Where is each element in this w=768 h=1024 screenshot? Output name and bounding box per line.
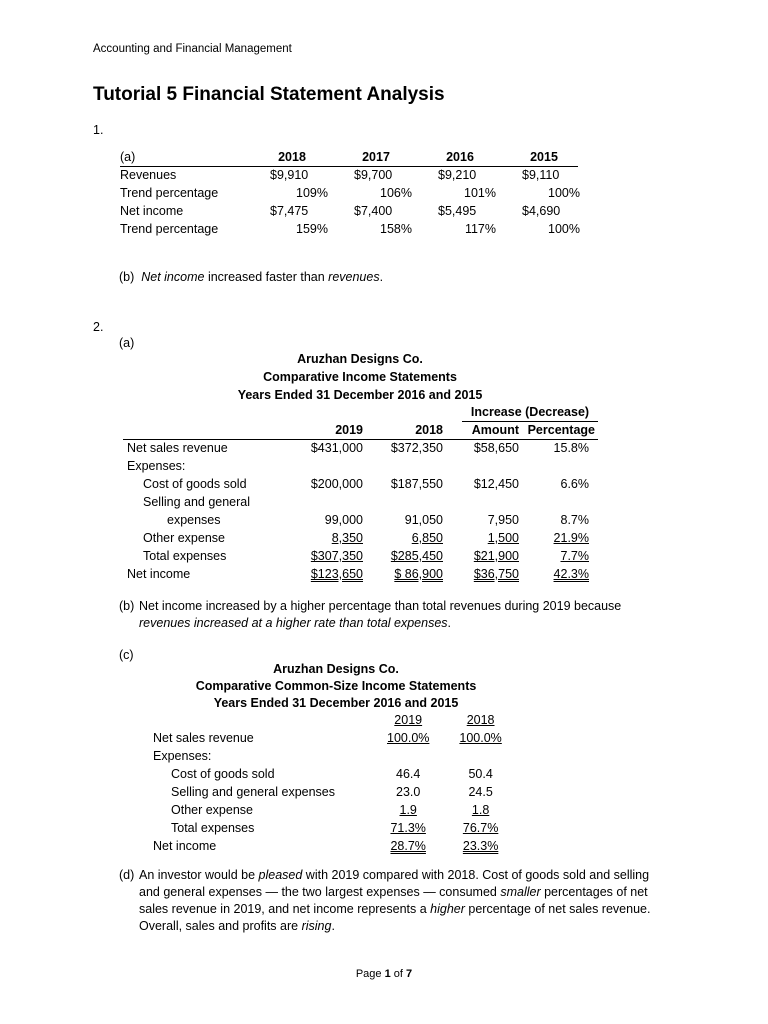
- row-label: Expenses:: [127, 459, 186, 473]
- page-title: Tutorial 5 Financial Statement Analysis: [93, 84, 445, 105]
- table-row: [123, 565, 595, 583]
- table-cell: 117%: [464, 222, 496, 236]
- q1-part-b-text: .: [379, 270, 384, 284]
- col-header: 2019: [394, 713, 423, 727]
- page-number: 1: [384, 968, 391, 980]
- page-total: 7: [406, 968, 413, 980]
- row-label: Other expense: [171, 803, 253, 817]
- row-label: Other expense: [143, 531, 225, 545]
- table-cell: 7,950: [487, 513, 519, 527]
- table-cell: 21.9%: [553, 531, 589, 545]
- table-cell: 100.0%: [459, 731, 502, 745]
- table-cell: 101%: [464, 186, 496, 200]
- table-cell: $307,350: [310, 549, 363, 563]
- table-cell: 23.3%: [462, 839, 499, 853]
- q2d-text-run: rising: [301, 919, 332, 933]
- q1-header-row: [120, 148, 586, 166]
- col-header: Percentage: [527, 423, 595, 437]
- table-cell: $372,350: [390, 441, 443, 455]
- q2d-text-run: and general expenses — the two largest expenses — consumed: [139, 885, 501, 899]
- table-cell: 100%: [548, 186, 580, 200]
- table-cell: 6.6%: [560, 477, 589, 491]
- q1-year-header: 2018: [278, 150, 306, 164]
- table-cell: $7,475: [270, 204, 309, 218]
- table-row: [120, 166, 586, 184]
- row-label: Net income: [120, 204, 184, 218]
- table-cell: 91,050: [404, 513, 443, 527]
- table-cell: 158%: [380, 222, 412, 236]
- col-header: Amount: [471, 423, 519, 437]
- table-cell: 23.0: [396, 785, 421, 799]
- q2a-company: Aruzhan Designs Co.: [297, 352, 423, 366]
- page-footer: [0, 968, 768, 980]
- q2d-text-run: higher: [430, 902, 465, 916]
- q2d-text: [139, 867, 679, 935]
- q1-part-b-text: Net income: [141, 270, 205, 284]
- q2b-line: .: [447, 616, 452, 630]
- q2c-label: (c): [119, 648, 134, 662]
- q1-year-header: 2015: [530, 150, 558, 164]
- table-row: [123, 493, 595, 511]
- q1-year-header: 2017: [362, 150, 390, 164]
- q2d-text-run: percentage of net sales revenue.: [464, 902, 651, 916]
- q2b-text: [139, 598, 659, 632]
- q2a-header-row: [123, 421, 595, 439]
- table-cell: 99,000: [324, 513, 363, 527]
- table-cell: $ 86,900: [394, 567, 443, 581]
- q2d-text-run: .: [331, 919, 335, 933]
- table-row: [123, 511, 595, 529]
- q1-part-b-label: (b): [119, 270, 135, 284]
- row-label: Total expenses: [171, 821, 255, 835]
- row-label: Total expenses: [143, 549, 227, 563]
- q2d-text-run: Overall, sales and profits are: [139, 919, 302, 933]
- table-cell: 100.0%: [387, 731, 430, 745]
- table-row: [153, 747, 502, 765]
- q2c-period: Years Ended 31 December 2016 and 2015: [213, 696, 459, 710]
- table-cell: 1.9: [399, 803, 417, 817]
- table-row: [123, 475, 595, 493]
- table-cell: $187,550: [390, 477, 443, 491]
- row-label: Trend percentage: [120, 222, 219, 236]
- table-cell: $431,000: [310, 441, 363, 455]
- table-cell: 8.7%: [560, 513, 589, 527]
- table-row: [153, 837, 502, 855]
- q1-part-b: [119, 270, 383, 284]
- table-row: [120, 220, 586, 238]
- table-cell: $7,400: [354, 204, 393, 218]
- table-cell: 76.7%: [462, 821, 499, 835]
- row-label: Net sales revenue: [127, 441, 228, 455]
- table-cell: $123,650: [310, 567, 363, 581]
- table-cell: $36,750: [473, 567, 519, 581]
- table-cell: 24.5: [468, 785, 493, 799]
- q1-number: 1.: [93, 123, 104, 137]
- table-row: [153, 729, 502, 747]
- footer-text: Page: [355, 968, 385, 980]
- table-cell: $9,210: [438, 168, 477, 182]
- col-header: 2018: [466, 713, 495, 727]
- q2c-statement: Comparative Common-Size Income Statements: [195, 679, 477, 693]
- running-header: Accounting and Financial Management: [93, 43, 292, 55]
- table-row: [123, 457, 595, 475]
- table-cell: $9,110: [522, 168, 560, 182]
- q2d-text-run: percentages of net: [540, 885, 648, 899]
- q2d-text-run: smaller: [500, 885, 541, 899]
- table-cell: 159%: [296, 222, 328, 236]
- col-header: 2019: [335, 423, 363, 437]
- row-label: Revenues: [120, 168, 177, 182]
- q2a-period: Years Ended 31 December 2016 and 2015: [237, 388, 483, 402]
- table-cell: $9,910: [270, 168, 309, 182]
- row-label: Cost of goods sold: [171, 767, 275, 781]
- q2c-table: [153, 711, 502, 855]
- table-cell: $5,495: [438, 204, 477, 218]
- table-row: [120, 202, 586, 220]
- table-cell: $4,690: [522, 204, 561, 218]
- q2a-table: [123, 421, 595, 583]
- q1-year-header: 2016: [446, 150, 474, 164]
- table-cell: $9,700: [354, 168, 393, 182]
- table-row: [123, 547, 595, 565]
- table-row: [120, 184, 586, 202]
- table-row: [153, 783, 502, 801]
- col-header: 2018: [415, 423, 443, 437]
- q2d-text-run: pleased: [258, 868, 303, 882]
- table-cell: 15.8%: [553, 441, 589, 455]
- q2b-line: Net income increased by a higher percentage than total revenues during 2019 because: [139, 599, 622, 613]
- table-cell: 50.4: [468, 767, 493, 781]
- table-cell: 42.3%: [553, 567, 589, 581]
- row-label: Trend percentage: [120, 186, 219, 200]
- q2c-company: Aruzhan Designs Co.: [273, 662, 399, 676]
- table-cell: 100%: [548, 222, 580, 236]
- q2d-text-run: with 2019 compared with 2018. Cost of goods sold and selling: [302, 868, 650, 882]
- table-cell: 6,850: [411, 531, 443, 545]
- q2-number: 2.: [93, 320, 104, 334]
- row-label: Net sales revenue: [153, 731, 254, 745]
- q2b-label: (b): [119, 599, 135, 613]
- q1-table: [120, 148, 586, 238]
- table-cell: 28.7%: [390, 839, 426, 853]
- table-cell: $12,450: [473, 477, 519, 491]
- row-label: Expenses:: [153, 749, 212, 763]
- table-cell: 46.4: [396, 767, 421, 781]
- q1-part-b-text: revenues: [328, 270, 380, 284]
- table-cell: 7.7%: [560, 549, 589, 563]
- row-label: Net income: [127, 567, 191, 581]
- table-cell: $285,450: [390, 549, 443, 563]
- footer-text: of: [390, 968, 407, 980]
- table-cell: 1.8: [471, 803, 490, 817]
- q2a-header-rule: [123, 439, 598, 440]
- table-cell: 71.3%: [390, 821, 426, 835]
- table-cell: 8,350: [331, 531, 363, 545]
- table-row: [123, 529, 595, 547]
- table-cell: $21,900: [473, 549, 519, 563]
- table-row: [153, 801, 502, 819]
- table-cell: 1,500: [487, 531, 519, 545]
- q2d-text-run: sales revenue in 2019, and net income represents a: [139, 902, 431, 916]
- q1-part-a-label: (a): [120, 150, 136, 164]
- q2a-label: (a): [119, 336, 135, 350]
- row-label: Selling and general: [143, 495, 251, 509]
- table-row: [153, 819, 502, 837]
- row-label: expenses: [167, 513, 221, 527]
- table-cell: $200,000: [310, 477, 363, 491]
- row-label: Cost of goods sold: [143, 477, 247, 491]
- q2b-line: revenues increased at a higher rate than total expenses: [139, 616, 448, 630]
- q2a-group-header: Increase (Decrease): [470, 405, 590, 419]
- row-label: Selling and general expenses: [171, 785, 336, 799]
- table-cell: 106%: [380, 186, 412, 200]
- q1-header-rule: [120, 166, 578, 167]
- table-cell: $58,650: [473, 441, 519, 455]
- table-cell: 109%: [296, 186, 328, 200]
- q2c-header-row: [153, 711, 502, 729]
- row-label: Net income: [153, 839, 217, 853]
- q2d-label: (d): [119, 868, 135, 882]
- table-row: [153, 765, 502, 783]
- q2a-statement: Comparative Income Statements: [263, 370, 457, 384]
- q1-part-b-text: increased faster than: [204, 270, 329, 284]
- q2d-text-run: An investor would be: [139, 868, 259, 882]
- table-row: [123, 439, 595, 457]
